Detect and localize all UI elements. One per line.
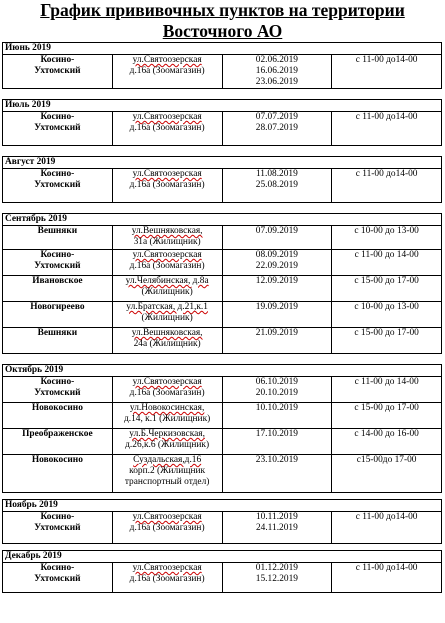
district-cell: [3, 512, 113, 544]
district-cell: [3, 169, 113, 203]
address-line: д.14, к.1 (Жилищник): [123, 414, 211, 424]
time-cell: с 11-00 до 14-00: [332, 250, 442, 276]
district-cell: [3, 429, 113, 455]
district-cell: [3, 226, 113, 250]
date-value: 12.09.2019: [255, 276, 298, 286]
address-line: ул.Челябинская, д.8а: [125, 276, 209, 286]
date-value: 01.12.2019: [255, 563, 298, 573]
district-cell: [3, 455, 113, 493]
address-line: д.16а (Зоомагазин): [129, 66, 205, 76]
schedule-row: [3, 276, 442, 302]
gap-cell: [3, 493, 442, 500]
time-cell: с15-00до 17-00: [332, 455, 442, 493]
month-gap: [3, 203, 442, 214]
address-line: ул.Б.Черкизовская,: [129, 429, 205, 439]
schedule-row: [3, 250, 442, 276]
district-name: Косино-: [40, 563, 75, 573]
district-cell: [3, 112, 113, 146]
district-name: Новокосино: [31, 403, 83, 413]
district-name: Ухтомский: [34, 574, 81, 584]
district-name: Ухтомский: [34, 66, 81, 76]
month-header-row: [3, 500, 442, 512]
schedule-row: [3, 377, 442, 403]
gap-cell: [3, 354, 442, 365]
time-cell: с 10-00 до 13-00: [332, 226, 442, 250]
date-value: 06.10.2019: [255, 377, 298, 387]
district-cell: [3, 563, 113, 593]
district-name: Ухтомский: [34, 123, 81, 133]
page-title: [0, 0, 445, 42]
address-line: Суздальская,д.16: [133, 455, 202, 465]
time-cell: с 11-00 до14-00: [332, 563, 442, 593]
address-line: д.16а (Зоомагазин): [129, 574, 205, 584]
district-name: Вешняки: [37, 328, 78, 338]
title-line-2: Восточного АО: [162, 21, 283, 41]
date-value: 25.08.2019: [255, 180, 298, 190]
date-value: 08.09.2019: [255, 250, 298, 260]
month-label: Август 2019: [3, 157, 442, 169]
address-line: ул.Вешняковская,: [131, 226, 203, 236]
address-cell: [112, 512, 222, 544]
date-value: 15.12.2019: [255, 574, 298, 584]
month-gap: [3, 146, 442, 157]
district-name: Новокосино: [31, 455, 83, 465]
dates-cell: [222, 328, 332, 354]
month-label: Декабрь 2019: [3, 551, 442, 563]
district-name: Косино-: [40, 55, 75, 65]
date-value: 20.10.2019: [255, 388, 298, 398]
address-line: 24а (Жилищник): [133, 339, 201, 349]
month-label: Октябрь 2019: [3, 365, 442, 377]
gap-cell: [3, 89, 442, 100]
district-cell: [3, 276, 113, 302]
month-label: Июнь 2019: [3, 43, 442, 55]
date-value: 02.06.2019: [255, 55, 298, 65]
address-cell: [112, 226, 222, 250]
address-line: (Жилищник): [141, 287, 193, 297]
date-value: 22.09.2019: [255, 261, 298, 271]
dates-cell: [222, 226, 332, 250]
date-value: 10.10.2019: [255, 403, 298, 413]
title-line-1: График прививочных пунктов на территории: [40, 0, 405, 20]
address-cell: [112, 302, 222, 328]
address-cell: [112, 403, 222, 429]
address-line: ул.Новокосинская,: [129, 403, 205, 413]
address-line: д.16а (Зоомагазин): [129, 123, 205, 133]
month-gap: [3, 544, 442, 551]
address-line: д.26,к.6 (Жилищник): [125, 440, 210, 450]
schedule-row: [3, 328, 442, 354]
address-line: 31а (Жилищник): [133, 237, 201, 247]
dates-cell: [222, 429, 332, 455]
district-cell: [3, 403, 113, 429]
date-value: 07.09.2019: [255, 226, 298, 236]
address-line: д.16а (Зоомагазин): [129, 261, 205, 271]
address-cell: [112, 328, 222, 354]
dates-cell: [222, 112, 332, 146]
address-cell: [112, 429, 222, 455]
time-cell: с 15-00 до 17-00: [332, 276, 442, 302]
date-value: 23.06.2019: [255, 77, 298, 87]
date-value: 21.09.2019: [255, 328, 298, 338]
district-name: Косино-: [40, 169, 75, 179]
time-cell: с 11-00 до14-00: [332, 169, 442, 203]
time-cell: с 11-00 до14-00: [332, 55, 442, 89]
month-gap: [3, 493, 442, 500]
address-cell: [112, 112, 222, 146]
district-name: Ухтомский: [34, 388, 81, 398]
district-name: Косино-: [40, 250, 75, 260]
district-cell: [3, 328, 113, 354]
district-cell: [3, 302, 113, 328]
gap-cell: [3, 146, 442, 157]
dates-cell: [222, 302, 332, 328]
dates-cell: [222, 55, 332, 89]
month-header-row: [3, 365, 442, 377]
month-label: Ноябрь 2019: [3, 500, 442, 512]
district-name: Ухтомский: [34, 261, 81, 271]
address-line: ул.Святоозерская: [132, 169, 202, 179]
time-cell: с 11-00 до 14-00: [332, 377, 442, 403]
month-header-row: [3, 43, 442, 55]
schedule-row: [3, 169, 442, 203]
dates-cell: [222, 563, 332, 593]
dates-cell: [222, 169, 332, 203]
schedule-row: [3, 512, 442, 544]
month-header-row: [3, 551, 442, 563]
date-value: 17.10.2019: [255, 429, 298, 439]
date-value: 10.11.2019: [255, 512, 298, 522]
address-line: (Жилищник): [141, 313, 193, 323]
gap-cell: [3, 203, 442, 214]
address-line: д.16а (Зоомагазин): [129, 180, 205, 190]
district-name: Ухтомский: [34, 523, 81, 533]
schedule-row: [3, 455, 442, 493]
district-name: Новогиреево: [30, 302, 85, 312]
district-name: Косино-: [40, 512, 75, 522]
district-cell: [3, 377, 113, 403]
address-line: ул.Святоозерская: [132, 512, 202, 522]
dates-cell: [222, 250, 332, 276]
address-line: ул.Братская, д.21,к.1: [126, 302, 208, 312]
address-cell: [112, 455, 222, 493]
schedule-table: [2, 42, 442, 593]
district-name: Ивановское: [32, 276, 83, 286]
dates-cell: [222, 403, 332, 429]
time-cell: с 11-00 до14-00: [332, 112, 442, 146]
district-cell: [3, 250, 113, 276]
address-line: корп.2 (Жилищник: [129, 466, 206, 476]
time-cell: с 10-00 до 13-00: [332, 302, 442, 328]
address-line: д.16а (Зоомагазин): [129, 388, 205, 398]
schedule-row: [3, 302, 442, 328]
district-cell: [3, 55, 113, 89]
district-name: Косино-: [40, 377, 75, 387]
address-line: ул.Вешняковская,: [131, 328, 203, 338]
time-cell: с 15-00 до 17-00: [332, 403, 442, 429]
date-value: 28.07.2019: [255, 123, 298, 133]
time-cell: с 14-00 до 16-00: [332, 429, 442, 455]
address-cell: [112, 169, 222, 203]
date-value: 16.06.2019: [255, 66, 298, 76]
date-value: 23.10.2019: [255, 455, 298, 465]
schedule-row: [3, 226, 442, 250]
gap-cell: [3, 544, 442, 551]
address-line: ул.Святоозерская: [132, 55, 202, 65]
address-line: ул.Святоозерская: [132, 377, 202, 387]
address-line: д.16а (Зоомагазин): [129, 523, 205, 533]
date-value: 24.11.2019: [255, 523, 298, 533]
address-cell: [112, 250, 222, 276]
date-value: 07.07.2019: [255, 112, 298, 122]
address-cell: [112, 55, 222, 89]
time-cell: с 15-00 до 17-00: [332, 328, 442, 354]
address-line: ул.Святоозерская: [132, 112, 202, 122]
date-value: 19.09.2019: [255, 302, 298, 312]
month-header-row: [3, 100, 442, 112]
address-cell: [112, 377, 222, 403]
dates-cell: [222, 455, 332, 493]
dates-cell: [222, 512, 332, 544]
month-header-row: [3, 214, 442, 226]
dates-cell: [222, 377, 332, 403]
address-cell: [112, 276, 222, 302]
month-label: Сентябрь 2019: [3, 214, 442, 226]
month-gap: [3, 354, 442, 365]
schedule-row: [3, 563, 442, 593]
schedule-row: [3, 112, 442, 146]
address-line: ул.Святоозерская: [132, 563, 202, 573]
month-header-row: [3, 157, 442, 169]
schedule-row: [3, 429, 442, 455]
schedule-row: [3, 403, 442, 429]
month-gap: [3, 89, 442, 100]
address-line: ул.Святоозерская: [132, 250, 202, 260]
dates-cell: [222, 276, 332, 302]
time-cell: с 11-00 до14-00: [332, 512, 442, 544]
district-name: Вешняки: [37, 226, 78, 236]
date-value: 11.08.2019: [255, 169, 298, 179]
month-label: Июль 2019: [3, 100, 442, 112]
schedule-row: [3, 55, 442, 89]
address-cell: [112, 563, 222, 593]
address-line: транспортный отдел): [124, 477, 210, 487]
district-name: Преображенское: [22, 429, 93, 439]
district-name: Косино-: [40, 112, 75, 122]
district-name: Ухтомский: [34, 180, 81, 190]
